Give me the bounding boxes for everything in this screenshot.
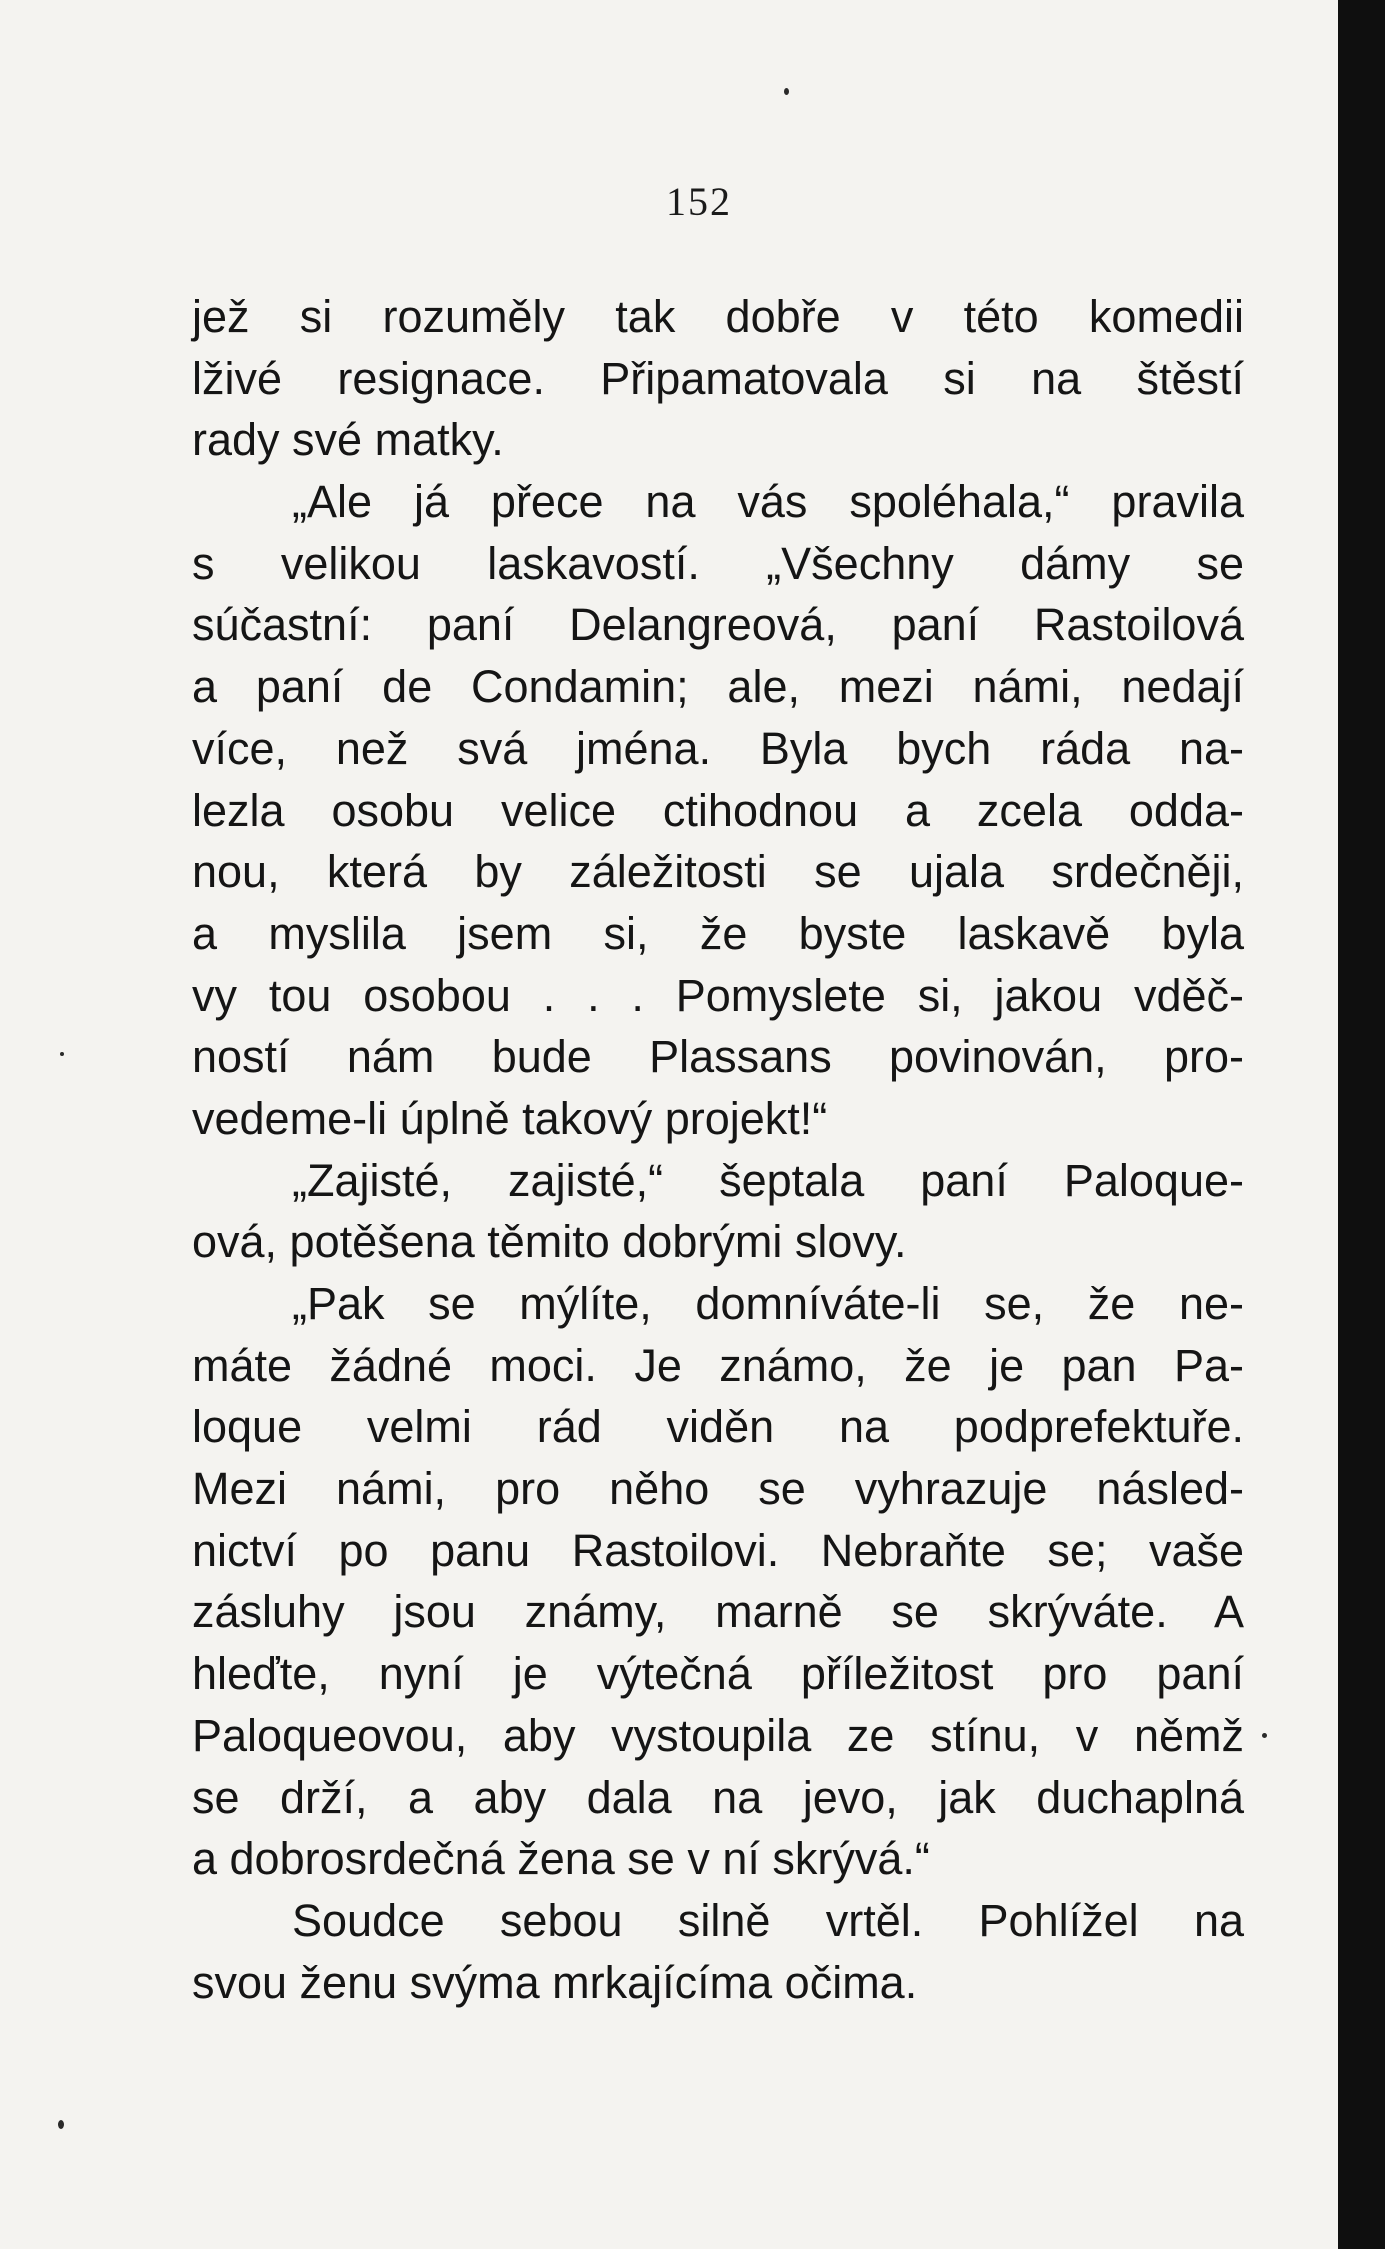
text-line: s velikou laskavostí. „Všechny dámy se [192, 537, 1244, 589]
text-line: jež si rozuměly tak dobře v této komedii [192, 291, 1244, 342]
text-line: „Pak se mýlíte, domníváte-li se, že ne- [292, 1278, 1244, 1329]
text-line: loque velmi rád viděn na podprefektuře. [192, 1401, 1244, 1453]
text-line: Mezi námi, pro něho se vyhrazuje násled- [192, 1463, 1244, 1515]
print-speck [60, 1052, 64, 1056]
text-line: vedeme-li úplně takový projekt!“ [192, 1092, 828, 1144]
text-line: Soudce sebou silně vrtěl. Pohlížel na [292, 1894, 1244, 1946]
text-line: „Zajisté, zajisté,“ šeptala paní Paloque- [292, 1154, 1244, 1206]
text-line: a paní de Condamin; ale, mezi námi, nedají [192, 661, 1244, 713]
text-line: súčastní: paní Delangreová, paní Rastoilová [192, 599, 1244, 651]
text-line: vy tou osobou . . . Pomyslete si, jakou vděč- [192, 969, 1244, 1021]
print-speck [1262, 1733, 1267, 1738]
text-line: lezla osobu velice ctihodnou a zcela odda- [192, 784, 1244, 836]
text-line: nou, která by záležitosti se ujala srdečněji, [192, 846, 1244, 898]
text-line: Paloqueovou, aby vystoupila ze stínu, v němž [192, 1709, 1244, 1761]
page-number: 152 [666, 179, 732, 224]
text-line: více, než svá jména. Byla bych ráda na- [192, 722, 1244, 774]
text-line: „Ale já přece na vás spoléhala,“ pravila [292, 476, 1244, 528]
page-edge-shadow [1338, 0, 1385, 2249]
text-line: a myslila jsem si, že byste laskavě byla [192, 907, 1244, 959]
text-line: zásluhy jsou známy, marně se skrýváte. A [192, 1586, 1244, 1638]
text-line: ová, potěšena těmito dobrými slovy. [192, 1216, 907, 1268]
print-speck [784, 88, 789, 95]
text-line: svou ženu svýma mrkajícíma očima. [192, 1956, 918, 2008]
text-line: nictví po panu Rastoilovi. Nebraňte se; vaše [192, 1524, 1244, 1576]
page-text [192, 286, 1244, 2013]
text-line: lživé resignace. Připamatovala si na štěstí [192, 352, 1244, 404]
print-speck [58, 2120, 64, 2129]
text-line: máte žádné moci. Je známo, že je pan Pa- [192, 1339, 1244, 1391]
text-line: se drží, a aby dala na jevo, jak duchaplná [192, 1771, 1244, 1823]
text-line: a dobrosrdečná žena se v ní skrývá.“ [192, 1833, 930, 1885]
text-line: hleďte, nyní je výtečná příležitost pro paní [192, 1648, 1244, 1700]
text-line: rady své matky. [192, 414, 504, 466]
text-line: ností nám bude Plassans povinován, pro- [192, 1031, 1244, 1083]
